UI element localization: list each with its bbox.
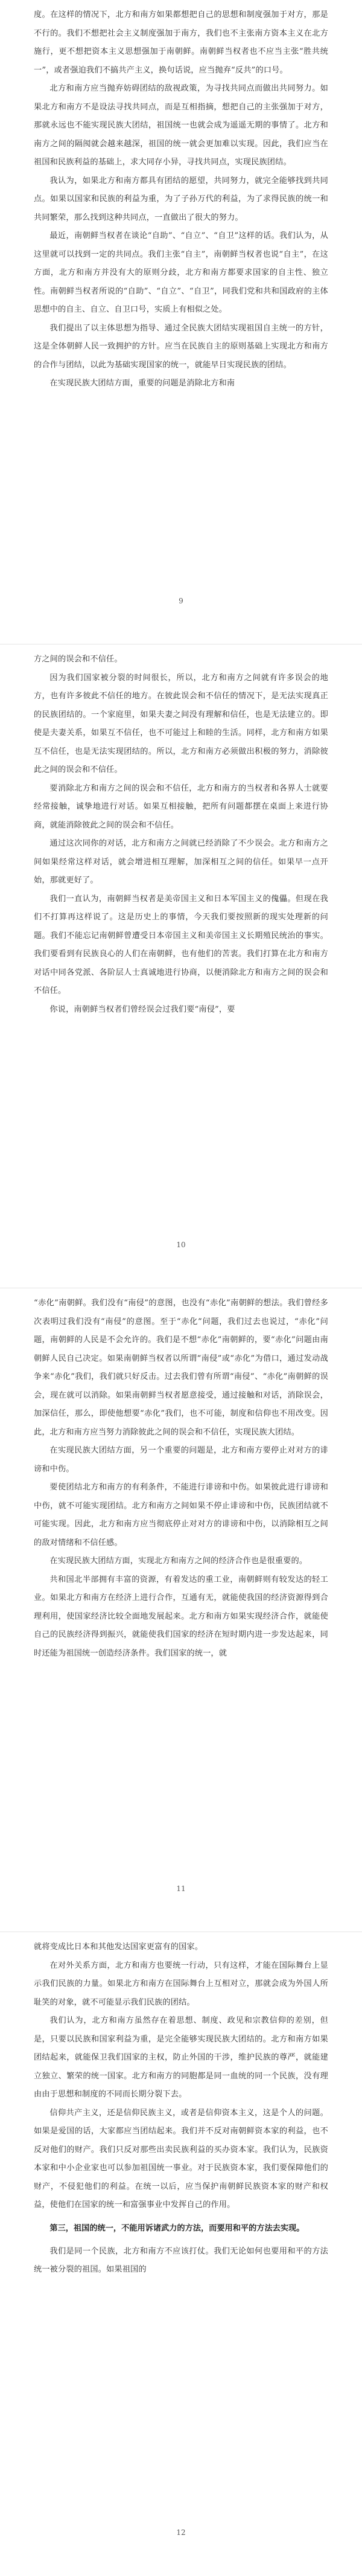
paragraph: 在实现民族大团结方面，另一个重要的问题是，北方和南方要停止对对方的诽谤和中伤。	[34, 1446, 328, 1474]
page-body	[34, 6, 328, 580]
paragraph: 我们提出了以主体思想为指导、通过全民族大团结实现祖国自主统一的方针，这是全体朝鲜人民一致拥护的方针。应当在民族自主的原则基础上实现北方和南方的合作与团结，以此为基础实现国家的统一，就能早日实现民族的团结。	[34, 323, 328, 370]
page-body	[34, 650, 328, 1224]
paragraph: 你说，南朝鲜当权者们曾经误会过我们要“南侵”，要	[49, 1004, 235, 1014]
paragraph: 我们是同一个民族，北方和南方不应该打仗。我们无论如何也要用和平的方法统一被分裂的祖国。如果祖国的	[34, 2246, 328, 2274]
paragraph: 在对外关系方面，北方和南方也要统一行动，只有这样，才能在国际舞台上显示我们民族的力量。如果北方和南方在国际舞台上互相对立，那就会成为外国人所耻笑的对象，就不可能显示我们民族的团结。	[34, 1961, 328, 2007]
page-number: 10	[176, 1241, 186, 1249]
paragraph: 要使团结北方和南方的有利条件，不能进行诽谤和中伤。如果彼此进行诽谤和中伤，就不可能实现团结。北方和南方之间如果不停止诽谤和中伤，民族团结就不可能实现。因此，北方和南方应当彻底停止对对方的诽谤和中伤，以消除相互之间的敌对情绪和不信任感。	[34, 1483, 328, 1547]
paragraph: 度。在这样的情况下，北方和南方如果都想把自己的思想和制度强加于对方，那是不行的。我们不想把社会主义制度强加于南方，我们也不主张南方资本主义在北方施行，更不想把资本主义思想强加于南朝鲜。南朝鲜当权者也不应当主张“胜共统一”，或者强迫我们不搞共产主义，换句话说，应当抛弃“反共”的口号。	[34, 10, 328, 75]
page-number: 12	[176, 2528, 186, 2537]
section-heading: 第三，祖国的统一，不能用诉诸武力的方法，而要用和平的方法去实现。	[49, 2223, 305, 2233]
paragraph: 北方和南方应当抛弃妨碍团结的敌视政策，为寻找共同点而做出共同努力。如果北方和南方不是设法寻找共同点，而是互相指摘，想把自己的主张强加于对方，那就永远也不能实现民族大团结，祖国统一也就会成为遥遥无期的事情了。北方和南方之间的隔阂就会越来越深，祖国的统一就会更加难以实现。因此，我们应当在祖国和民族利益的基础上，求大同存小异，寻找共同点，实现民族团结。	[34, 84, 328, 167]
document-page-12	[0, 1932, 362, 2575]
paragraph: 信仰共产主义，还是信仰民族主义，或者是信仰资本主义，这是个人的问题。如果是爱国的话，大家都应当团结起来。我们并不反对南朝鲜资本家的利益，也不反对他们的财产。我们只反对那些出卖民族利益的买办资本家。我们认为，民族资本家和中小企业家也可以参加祖国统一事业。对于民族资本家，我们要保障他们的财产，不侵犯他们的利益。在统一以后，应当保护南朝鲜民族资本家的财产和权益，使他们在国家的统一和富强事业中发挥自己的作用。	[34, 2108, 328, 2209]
paragraph: 在实现民族大团结方面，实现北方和南方之间的经济合作也是很重要的。	[49, 1556, 308, 1566]
paragraph: 我认为，如果北方和南方都具有团结的愿望，共同努力，就完全能够找到共同点。如果以国家和民族的利益为重，为了子孙万代的利益，为了求得民族的统一和共同繁荣，那么找到这种共同点，一直做出了很大的努力。	[34, 176, 328, 222]
paragraph: 因为我们国家被分裂的时间很长，所以，北方和南方之间就有许多误会的地方，也有许多彼此不信任的地方。在彼此误会和不信任的情况下，是无法实现真正的民族团结的。一个家庭里，如果夫妻之间没有理解和信任，也是无法建立的。即使是夫妻关系，如果互不信任，也不可能过上和睦的生活。同样，北方和南方如果互不信任，也是无法实现团结的。所以，北方和南方必须做出积极的努力，消除彼此之间的误会和不信任。	[34, 673, 328, 774]
page-body	[34, 1938, 328, 2512]
document-page-10	[0, 644, 362, 1288]
paragraph: 要消除北方和南方之间的误会和不信任，北方和南方的当权者和各界人士就要经常接触，诚挚地进行对话。如果互相接触，把所有问题都摆在桌面上来进行协商，就能消除彼此之间的误会和不信任。	[34, 783, 328, 830]
paragraph: 最近，南朝鲜当权者在谈论“自助”、“自立”、“自卫”这样的话。我们认为，从这里就可以找到一定的共同点。我们主张“自主”，南朝鲜当权者也说“自主”，在这方面，北方和南方并没有大的原则分歧，北方和南方都要求国家的自主性、独立性。南朝鲜当权者所说的“自助”、“自立”、“自卫”，同我们党和共和国政府的主体思想中的自主、自立、自卫口号，实质上有相似之处。	[34, 231, 328, 314]
document-page-9	[0, 0, 362, 644]
document-page-11	[0, 1288, 362, 1932]
paragraph: 共和国北半部拥有丰富的资源，有着发达的重工业，南朝鲜则有较发达的轻工业。如果北方和南方在经济上进行合作，互通有无，就能使我国的经济资源得到合理利用，使国家经济比较全面地发展起来。北方和南方如果实现经济合作，就能使自己的民族经济得到振兴，就能使我们国家的经济在短时期内进一步发达起来，同时还能为祖国统一创造经济条件。我们国家的统一，就	[34, 1575, 328, 1658]
paragraph: 我们认为，北方和南方虽然存在着思想、制度、政见和宗教信仰的差别，但是，只要以民族和国家利益为重，是完全能够实现民族大团结的。北方和南方如果团结起来，就能保卫我们国家的主权，防止外国的干涉，维护民族的尊严，就能建立独立、繁荣的统一国家。北方和南方的同胞都是同一血统的同一个民族，没有理由由于思想和制度的不同而长期分裂下去。	[34, 2016, 328, 2099]
paragraph: 就将变成比日本和其他发达国家更富有的国家。	[34, 1942, 203, 1951]
page-number: 9	[179, 597, 183, 605]
paragraph: 我们一直认为，南朝鲜当权者是美帝国主义和日本军国主义的傀儡。但现在我们不打算再这样说了。这是历史上的事情，今天我们要按照新的现实处理新的问题。我们不能忘记南朝鲜曾遭受日本帝国主义和美帝国主义长期殖民统治的事实。我们要看到有民族良心的人们在南朝鲜，也有他们的苦衷。我们打算在北方和南方对话中同各党派、各阶层人士真诚地进行协商，以便消除北方和南方之间的误会和不信任。	[34, 894, 328, 995]
page-body	[34, 1294, 328, 1868]
paragraph: 通过这次同你的对话，北方和南方之间就已经消除了不少误会。北方和南方之间如果经常这样对话，就会增进相互理解，加深相互之间的信任。如果早一点开始，那就更好了。	[34, 839, 328, 885]
paragraph: 方之间的误会和不信任。	[34, 655, 122, 664]
paragraph: 在实现民族大团结方面，重要的问题是消除北方和南	[49, 379, 235, 388]
page-number: 11	[176, 1884, 186, 1893]
paragraph: “赤化”南朝鲜。我们没有“南侵”的意图，也没有“赤化”南朝鲜的想法。我们曾经多次表明过我们没有“南侵”的意图。至于“赤化”问题，我们过去也说过，“赤化”问题，南朝鲜的人民是不会允许的。我们是不想“赤化”南朝鲜的，要“赤化”问题由南朝鲜人民自己决定。如果南朝鲜当权者以所谓“南侵”或“赤化”为借口，通过发动战争来“赤化”我们，我们就只好反击。过去我们曾有所谓“南侵”、“赤化”南朝鲜的误会，现在就可以消除。如果南朝鲜当权者愿意接受，通过接触和对话，消除误会，加深信任，那么，即使他想要“赤化”我们，也不可能，制度和信仰也不用改变。因此，北方和南方应当努力消除彼此之间的误会和不信任，实现民族大团结。	[34, 1299, 328, 1437]
